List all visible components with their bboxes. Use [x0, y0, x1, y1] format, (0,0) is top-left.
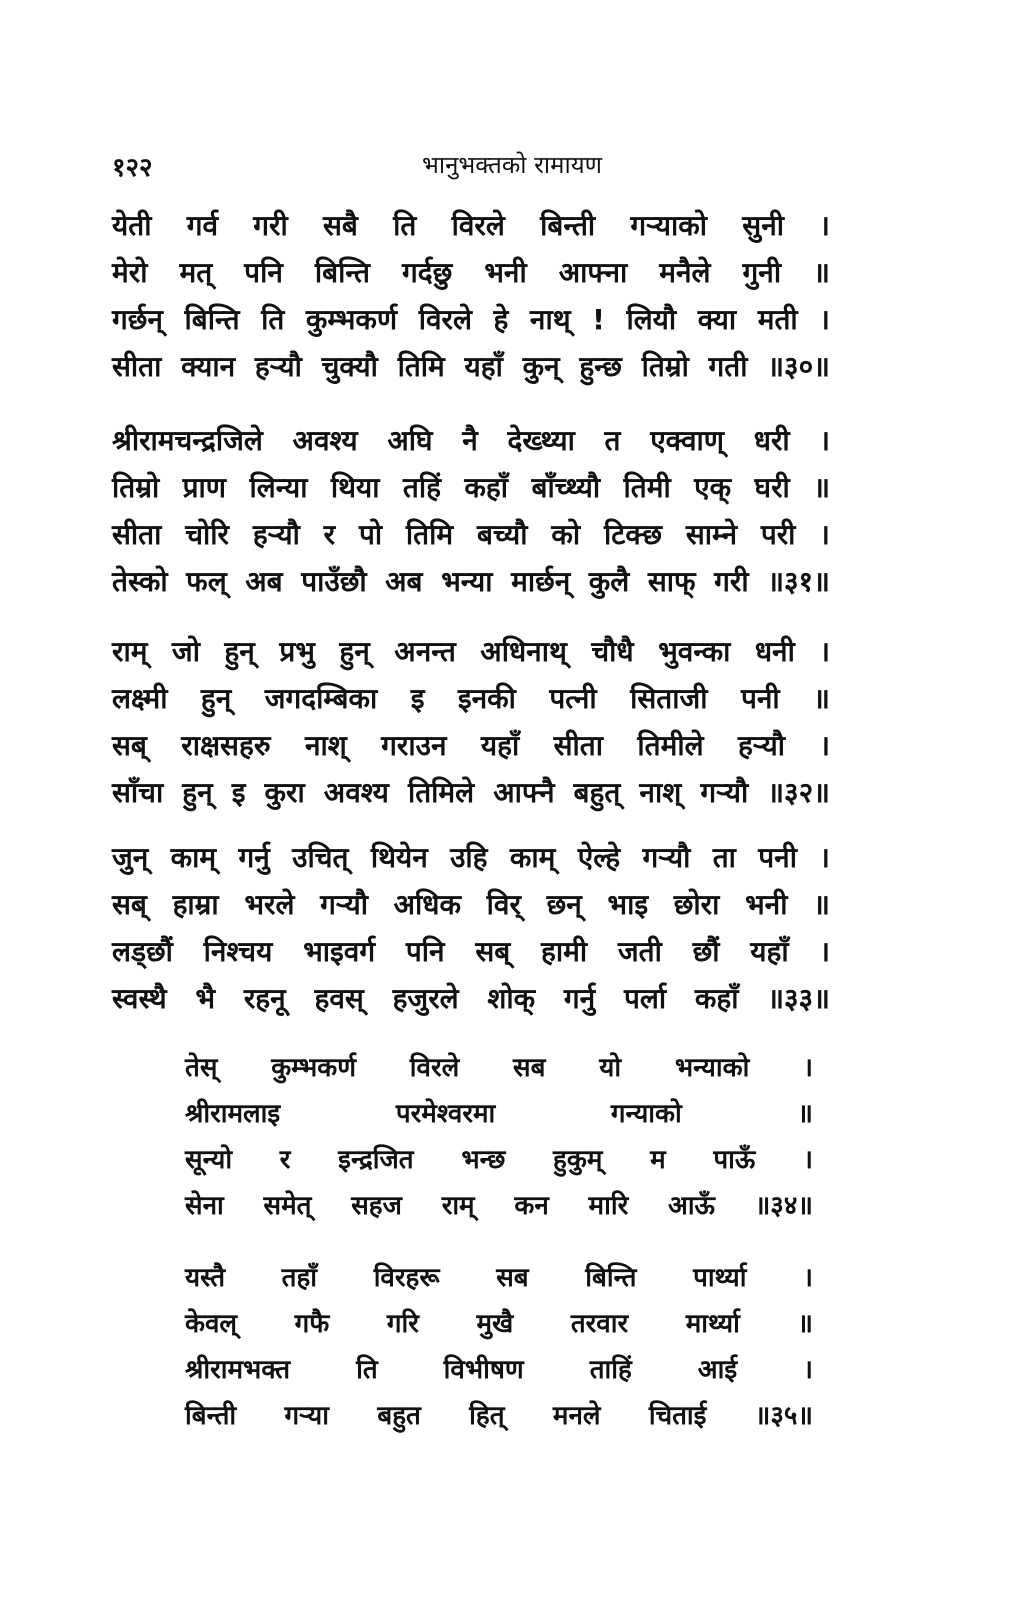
stanza-32 — [112, 632, 830, 820]
verse-line: जुन् काम् गर्नु उचित् थियेन उहि काम् ऐल्हे गर्‍यौ ता पनी । — [112, 841, 830, 874]
verse-line: गर्छन् बिन्ति ति कुम्भकर्ण विरले हे नाथ् ! लियौ क्या मती । — [112, 303, 830, 336]
stanza-34 — [185, 1048, 813, 1232]
stanza-33 — [112, 838, 830, 1026]
verse-line: श्रीरामभक्त ति विभीषण ताहिं आई । — [185, 1355, 813, 1385]
stanza-35 — [185, 1258, 813, 1442]
verse-line: यस्तै तहाँ विरहरू सब बिन्ति पार्थ्या । — [185, 1263, 813, 1293]
verse-line: केवल् गफै गरि मुखै तरवार मार्थ्या ॥ — [185, 1309, 813, 1339]
verse-line: साँचा हुन् इ कुरा अवश्य तिमिले आफ्नै बहुत् नाश् गर्‍यौ ॥३२॥ — [112, 776, 830, 809]
verse-line: सून्यो र इन्द्रजित भन्छ हुकुम् म पाऊँ । — [185, 1145, 813, 1175]
stanza-31 — [112, 421, 830, 609]
verse-line: श्रीरामलाइ परमेश्वरमा गन्याको ॥ — [185, 1099, 813, 1129]
verse-line: मेरो मत् पनि बिन्ति गर्दछु भनी आफ्ना मनैले गुनी ॥ — [112, 256, 830, 289]
verse-line: येती गर्व गरी सबै ति विरले बिन्ती गर्‍याको सुनी । — [112, 209, 830, 242]
verse-line: सेना समेत् सहज राम् कन मारि आऊँ ॥३४॥ — [185, 1191, 813, 1221]
verse-line: तेस् कुम्भकर्ण विरले सब यो भन्याको । — [185, 1053, 813, 1083]
verse-line: लक्ष्मी हुन् जगदम्बिका इ इनकी पत्नी सिताजी पनी ॥ — [112, 682, 830, 715]
verse-line: स्वस्थै भै रहनू हवस् हजुरले शोक् गर्नु पर्ला कहाँ ॥३३॥ — [112, 982, 830, 1015]
verse-line: राम् जो हुन् प्रभु हुन् अनन्त अधिनाथ् चौधै भुवन्का धनी । — [112, 635, 830, 668]
verse-line: तेस्को फल् अब पाउँछौ अब भन्या मार्छन् कुलै साफ् गरी ॥३१॥ — [112, 565, 830, 598]
verse-line: सब् राक्षसहरु नाश् गराउन यहाँ सीता तिमीले हर्‍यौ । — [112, 729, 830, 762]
page-number: १२२ — [112, 153, 153, 183]
verse-line: सीता चोरि हर्‍यौ र पो तिमि बच्यौ को टिक्छ साम्ने परी । — [112, 518, 830, 551]
running-title: भानुभक्तको रामायण — [422, 151, 602, 179]
verse-line: सब् हाम्रा भरले गर्‍यौ अधिक विर् छन् भाइ छोरा भनी ॥ — [112, 888, 830, 921]
verse-line: सीता क्यान हर्‍यौ चुक्यौ तिमि यहाँ कुन् हुन्छ तिम्रो गती ॥३०॥ — [112, 350, 830, 383]
verse-line: बिन्ती गर्‍या बहुत हित् मनले चिताई ॥३५॥ — [185, 1401, 813, 1431]
verse-line: श्रीरामचन्द्रजिले अवश्य अघि नै देख्थ्या त एक्वाण् धरी । — [112, 424, 830, 457]
verse-line: तिम्रो प्राण लिन्या थिया तहिं कहाँ बाँच्थ्यौ तिमी एक् घरी ॥ — [112, 471, 830, 504]
verse-line: लड्छौं निश्चय भाइवर्ग पनि सब् हामी जती छौं यहाँ । — [112, 935, 830, 968]
stanza-30 — [112, 206, 830, 394]
